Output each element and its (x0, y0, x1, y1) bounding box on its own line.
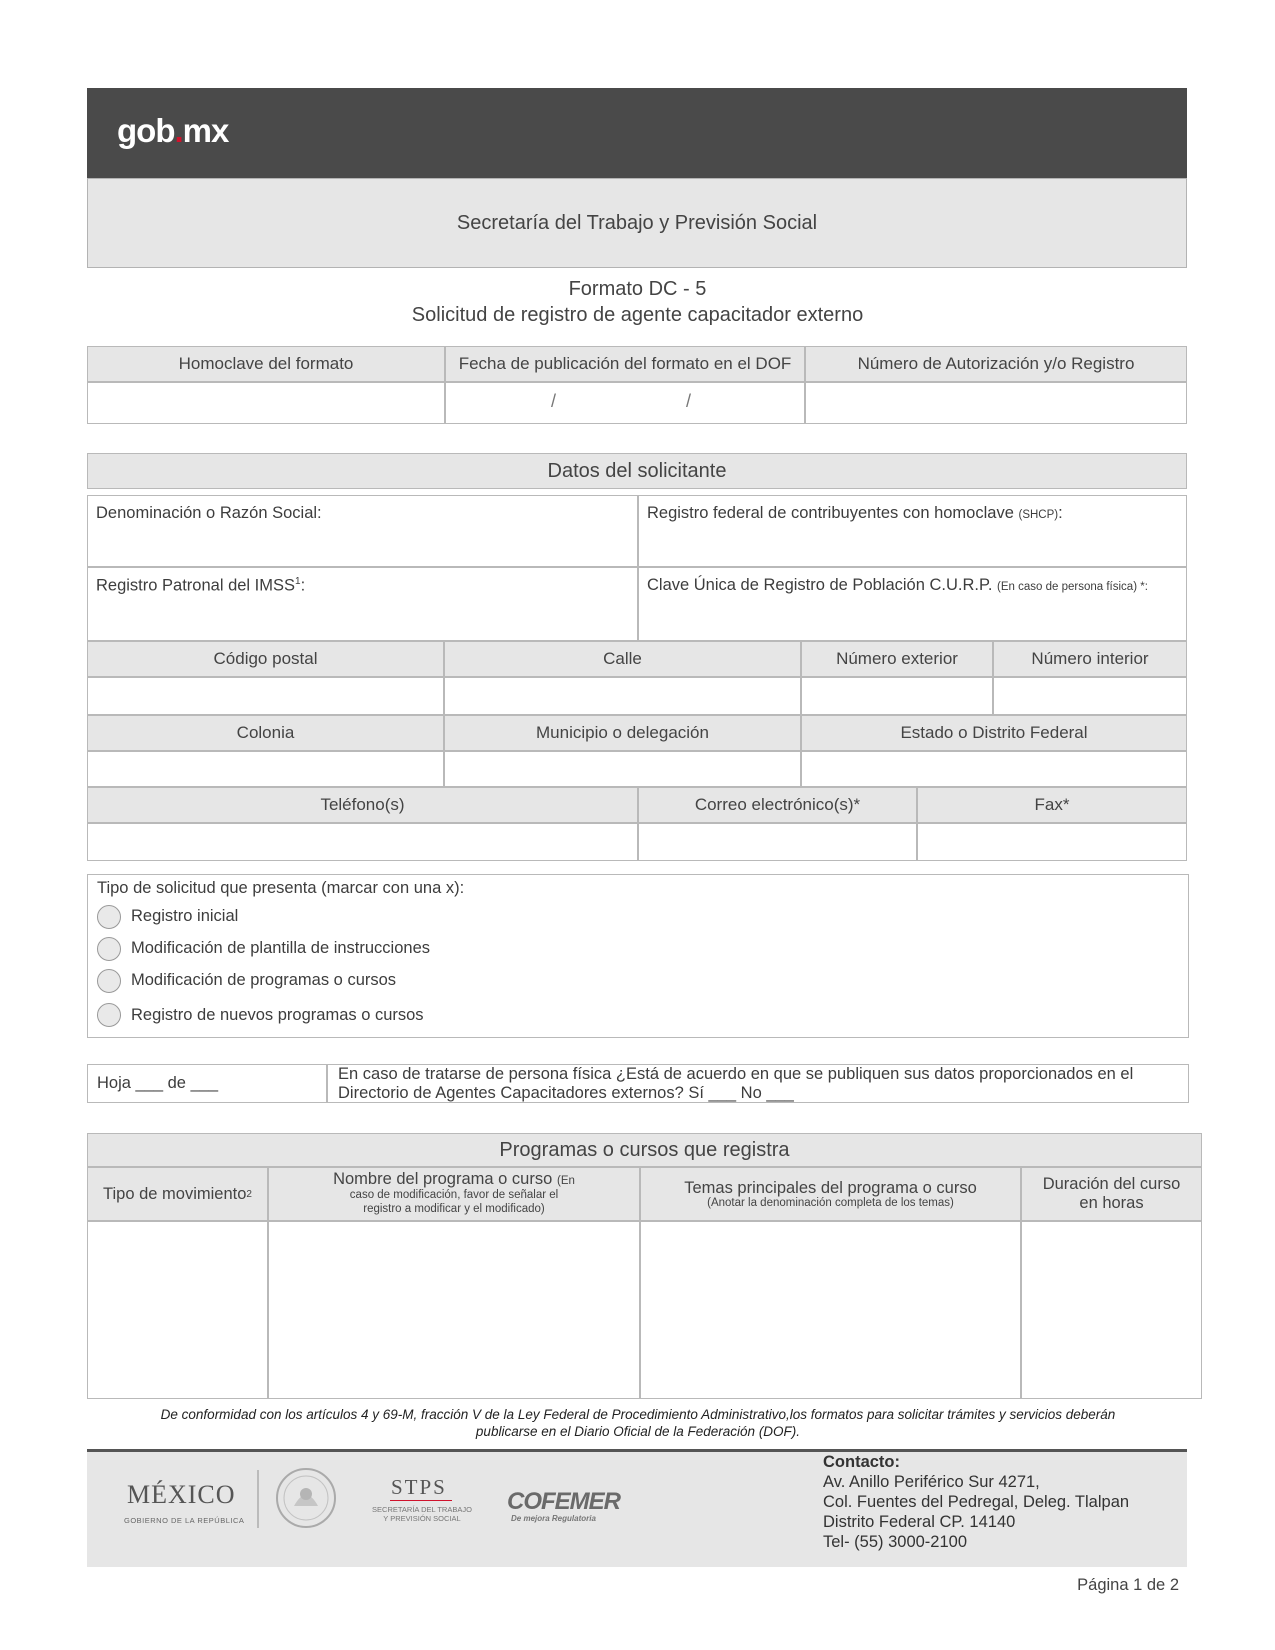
request-type-title: Tipo de solicitud que presenta (marcar con una x): (97, 879, 465, 897)
duration-field[interactable] (1021, 1221, 1202, 1399)
rfc-colon: : (1058, 504, 1063, 522)
street-field[interactable] (444, 677, 801, 715)
ministry-bar (87, 178, 1187, 268)
homoclave-header: Homoclave del formato (87, 346, 445, 382)
ext-number-header: Número exterior (801, 641, 993, 677)
int-number-header: Número interior (993, 641, 1187, 677)
legal-note-line: De conformidad con los artículos 4 y 69-M, fracción V de la Ley Federal de Procedimiento Administrativo,los formatos para solicitar trámites y servicios deberán (160, 1407, 1116, 1422)
consent-line: En caso de tratarse de persona física ¿Está de acuerdo en que se publiquen sus datos proporcionados en el (338, 1065, 1134, 1083)
program-name-field[interactable] (268, 1221, 640, 1399)
program-name-note: caso de modificación, favor de señalar el (349, 1189, 559, 1201)
int-number-field[interactable] (993, 677, 1187, 715)
emails-header: Correo electrónico(s)* (638, 787, 917, 823)
radio-instructor-change[interactable] (97, 937, 121, 961)
curp-label: Clave Única de Registro de Población C.U.R.P. (647, 576, 993, 594)
movement-type-header (87, 1167, 268, 1221)
consent-field[interactable] (327, 1064, 1189, 1103)
rfc-note: (SHCP) (1018, 509, 1059, 521)
logo-divider (257, 1470, 259, 1528)
contact-title: Contacto: (823, 1453, 900, 1471)
company-name-field[interactable] (87, 495, 638, 567)
topics-label: Temas principales del programa o curso (684, 1179, 977, 1197)
option-label: Registro inicial (131, 907, 239, 925)
stps-subtitle (370, 1505, 474, 1523)
mexico-logo: MÉXICO (127, 1480, 236, 1509)
applicant-section-title: Datos del solicitante (87, 453, 1187, 489)
fax-header: Fax* (917, 787, 1187, 823)
request-type-box (87, 874, 1189, 1038)
radio-initial-registration[interactable] (97, 905, 121, 929)
cofemer-subtitle: De mejora Regulatoria (511, 1514, 596, 1523)
colony-field[interactable] (87, 751, 444, 787)
municipality-header: Municipio o delegación (444, 715, 801, 751)
contact-line: Col. Fuentes del Pedregal, Deleg. Tlalpan (823, 1493, 1130, 1511)
form-code: Formato DC - 5 (568, 278, 707, 300)
contact-line: Tel- (55) 3000-2100 (823, 1533, 968, 1551)
cofemer-logo: COFEMER (507, 1488, 620, 1515)
program-name-header (268, 1167, 640, 1221)
topics-header (640, 1167, 1021, 1221)
ext-number-field[interactable] (801, 677, 993, 715)
fax-field[interactable] (917, 823, 1187, 861)
program-name-label: Nombre del programa o curso (333, 1170, 553, 1188)
program-name-note: registro a modificar y el modificado) (363, 1203, 545, 1215)
imss-field[interactable] (87, 567, 638, 641)
imss-footnote: 1 (295, 576, 301, 587)
state-header: Estado o Distrito Federal (801, 715, 1187, 751)
imss-label: Registro Patronal del IMSS (96, 576, 296, 595)
imss-colon: : (300, 576, 306, 595)
contact-line: Distrito Federal CP. 14140 (823, 1513, 1016, 1531)
dof-date-field[interactable] (445, 382, 805, 424)
consent-line: Directorio de Agentes Capacitadores externos? Sí ___ No ___ (338, 1084, 794, 1102)
programs-section-title: Programas o cursos que registra (87, 1133, 1202, 1167)
option-label: Registro de nuevos programas o cursos (131, 1006, 424, 1024)
postal-code-header: Código postal (87, 641, 444, 677)
stps-underline (390, 1500, 452, 1501)
gobmx-logo: gob.mx (117, 112, 229, 149)
movement-type-field[interactable] (87, 1221, 268, 1399)
option-label: Modificación de programas o cursos (131, 971, 397, 989)
movement-footnote: 2 (246, 1188, 252, 1200)
rfc-label: Registro federal de contribuyentes con homoclave (647, 504, 1014, 522)
curp-note: (En caso de persona física) *: (997, 581, 1148, 593)
form-title: Solicitud de registro de agente capacitador externo (411, 304, 864, 326)
topics-field[interactable] (640, 1221, 1021, 1399)
duration-label: en horas (1079, 1194, 1144, 1212)
rfc-field[interactable] (638, 495, 1187, 567)
radio-program-change[interactable] (97, 969, 121, 993)
municipality-field[interactable] (444, 751, 801, 787)
street-header: Calle (444, 641, 801, 677)
stps-subtitle-line: Y PREVISIÓN SOCIAL (383, 1514, 461, 1523)
date-separator: / (686, 391, 692, 411)
duration-label: Duración del curso (1042, 1175, 1181, 1193)
duration-header (1021, 1167, 1202, 1221)
state-field[interactable] (801, 751, 1187, 787)
stps-subtitle-line: SECRETARÍA DEL TRABAJO (372, 1505, 472, 1514)
program-name-note: (En (557, 1175, 575, 1187)
consent-text (338, 1065, 1133, 1103)
emails-field[interactable] (638, 823, 917, 861)
postal-code-field[interactable] (87, 677, 444, 715)
authorization-header: Número de Autorización y/o Registro (805, 346, 1187, 382)
topics-note: (Anotar la denominación completa de los temas) (707, 1197, 954, 1209)
contact-line: Av. Anillo Periférico Sur 4271, (823, 1473, 1040, 1491)
date-separator: / (551, 391, 557, 411)
company-name-label: Denominación o Razón Social: (96, 504, 322, 522)
sheet-number-label: Hoja ___ de ___ (97, 1074, 219, 1092)
dof-date-header: Fecha de publicación del formato en el DOF (445, 346, 805, 382)
colony-header: Colonia (87, 715, 444, 751)
page-number: Página 1 de 2 (1077, 1576, 1179, 1594)
contact-block (823, 1452, 1129, 1552)
sheet-number-field[interactable] (87, 1064, 327, 1103)
authorization-field[interactable] (805, 382, 1187, 424)
radio-new-programs[interactable] (97, 1003, 121, 1027)
phones-header: Teléfono(s) (87, 787, 638, 823)
legal-note (87, 1406, 1189, 1440)
homoclave-field[interactable] (87, 382, 445, 424)
national-seal-icon (274, 1466, 338, 1530)
legal-note-line: publicarse en el Diario Oficial de la Federación (DOF). (475, 1424, 801, 1439)
movement-type-label: Tipo de movimiento (103, 1184, 247, 1203)
option-label: Modificación de plantilla de instrucciones (131, 939, 430, 957)
mexico-logo-subtitle: GOBIERNO DE LA REPÚBLICA (124, 1516, 245, 1525)
gobmx-banner (87, 88, 1187, 178)
ministry-name: Secretaría del Trabajo y Previsión Social (456, 211, 818, 234)
phones-field[interactable] (87, 823, 638, 861)
stps-logo: STPS (391, 1475, 447, 1499)
curp-field[interactable] (638, 567, 1187, 641)
